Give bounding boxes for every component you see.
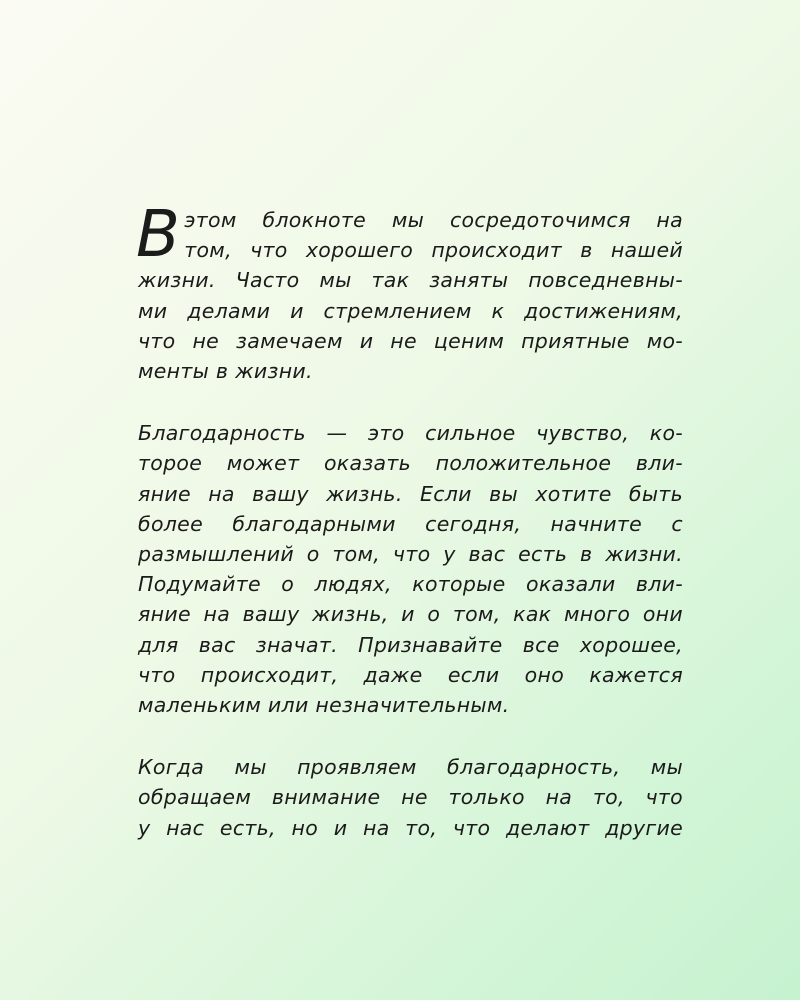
text-line: что не замечаем и не ценим приятные мо- [138,328,683,353]
text-line: том, что хорошего происходит в нашей [184,238,683,263]
text-line: что происходит, даже если оно кажется [138,662,683,687]
text-block [136,198,683,843]
text-line: этом блокноте мы сосредоточимся на [184,208,683,232]
text-line: яние на вашу жизнь. Если вы хотите быть [138,481,683,506]
text-line: для вас значат. Признавайте все хорошее, [138,632,683,657]
text-line: у нас есть, но и на то, что делают другие [138,815,683,840]
text-line: Благодарность — это сильное чувство, ко- [138,421,683,446]
text-line: более благодарными сегодня, начните с [138,511,683,536]
paragraph-2 [138,418,683,720]
text-line: размышлений о том, что у вас есть в жизни. [138,542,683,567]
text-line: ми делами и стремлением к достижениям, [138,298,683,323]
text-line: Подумайте о людях, которые оказали вли- [138,572,683,597]
text-line: обращаем внимание не только на то, что [138,785,683,810]
text-line: яние на вашу жизнь, и о том, как много они [138,602,683,627]
paragraph-1 [136,198,683,386]
paragraph-3 [138,752,683,843]
text-line: жизни. Часто мы так заняты повседневны- [138,268,683,293]
text-line: Когда мы проявляем благодарность, мы [138,755,683,780]
text-line: маленьким или незначительным. [138,693,510,718]
drop-cap: В [136,198,181,272]
text-line: торое может оказать положительное вли- [138,451,683,476]
text-line: менты в жизни. [138,359,313,384]
